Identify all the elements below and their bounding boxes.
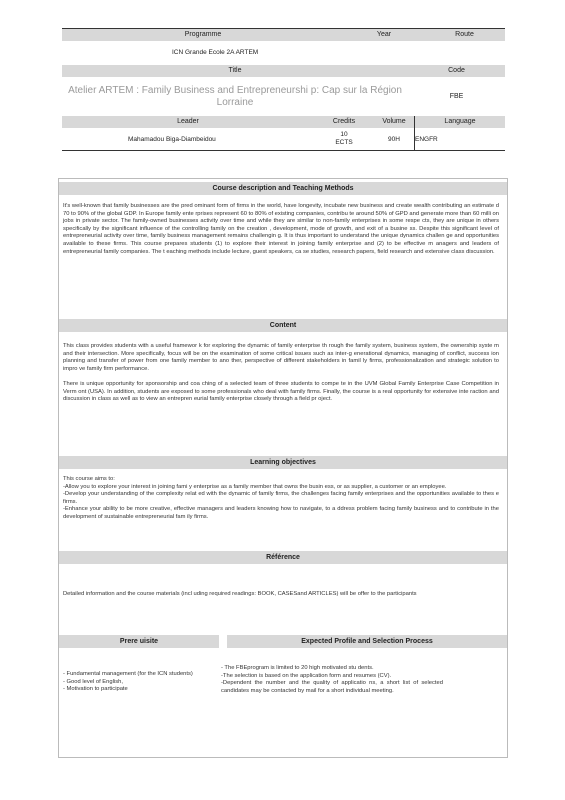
volume-value: 90H: [388, 135, 400, 143]
description-heading: Course description and Teaching Methods: [59, 182, 507, 195]
leader-header-row: [62, 116, 505, 128]
profile-text: - The FBEprogram is limited to 20 high motivated stu dents. -The selection is based on the application form and resumes (CV). -Dependent the number and the quality of applicatio ns, a short list of selected candidates may be contacted by mail for a short individual meeting.: [221, 665, 443, 694]
programme-value: ICN Grande Ecole 2A ARTEM: [172, 49, 259, 56]
language-value: ENGFR: [414, 128, 505, 150]
prerequisite-text: - Fundamental management (for the ICN students) - Good level of English, - Motivation to participate: [63, 671, 193, 693]
profile-heading: Expected Profile and Selection Process: [227, 635, 507, 648]
volume-label: Volume: [382, 118, 406, 125]
code-label: Code: [448, 67, 465, 74]
leader-row: [62, 128, 505, 150]
leader-label: Leader: [177, 118, 199, 125]
leader-value: Mahamadou Biga-Diambeidou: [128, 135, 216, 143]
content-heading: Content: [59, 319, 507, 332]
course-code: FBE: [449, 93, 464, 100]
content-text: This class provides students with a useful framewor k for exploring the dynamic of family enterprise th rough the family system, business system, the ownership syste m and their intersection. More specifically, focus will be on the examination of some critical issues such as inter-g enerational dynamics, managing of conflict, success ion planning and transfer of power from one family member to ano ther, perspective of different stakeholders in famil ly firms, professionalization and strategic solution to impro ve family firm performance. There is unique opportunity for sponsorship and coa ching of a selected team of three students to compe te in the UVM Global Family Enterprise Case Competition in Verm ont (USA). In addition, students are exposed to some professionals who deal with family firms. Finally, the course is a real opportunity for extensive inte raction and discussion in class as well as to view an entrepren eurial family enterprise closely through a field pr oject.: [63, 343, 499, 403]
title-header-row: [62, 65, 505, 77]
course-details-box: [58, 178, 508, 758]
year-label: Year: [376, 31, 392, 38]
description-text: It's well-known that family businesses are the pred ominant form of firms in the world, have longevity, incubate new business and create wealth contributing an estimate d 70 to 90% of the global GDP. In Europe family ente rprises represent 60 to 80% of existing companies, contribu te around 50% of GPD and generate more than 60 milli on jobs in private sector. The family-owned businesses activity over time and while they are similar to non-family enterprises in some respe cts, they are unique in others specifically by the significant influence of the controlling family on the creation , development, mode of growth, and exit of a busine ss. Despite this significant level of entrepreneurial activity over time, family business management remains challengin g. It is thus important to understand the unique dynamics challen ge and opportunities available to these firms. This course prepares students (1) to explore their interest in joining family enterprise and (2) to be effective m anagers and leaders of entrepreneurial family companies. The t eaching methods include lecture, guest speakers, ca se studies, research papers, field research and extensive class discussion.: [63, 203, 499, 255]
reference-text: Detailed information and the course materials (incl uding required readings: BOOK, CASESand ARTICLES) will be offer to the participants: [63, 591, 417, 597]
course-header-table: [62, 28, 505, 151]
route-label: Route: [455, 31, 474, 38]
credits-value: [314, 128, 374, 150]
title-row: [62, 77, 505, 116]
reference-heading: Référence: [59, 551, 507, 564]
prerequisite-heading: Prere uisite: [59, 635, 219, 648]
objectives-heading: Learning objectives: [59, 456, 507, 469]
language-label: Language: [414, 116, 505, 128]
objectives-text: This course aims to: -Allow you to explore your interest in joining fami y enterprise as a family member that owns the busin ess, or as supplier, a customer or an employee. -Develop your understanding of the complexity relat ed with the dynamic of family firms, the challenges facing family enterprises and the opportunities available to thes e firms. -Enhance your ability to be more creative, effective managers and leaders knowing how to navigate, to a ddress problem facing family business and to contribute in the development of sustainable entrepreneurial fam ily firms.: [63, 476, 499, 520]
credits-text: 10 ECTS: [335, 131, 353, 146]
title-label: Title: [228, 67, 242, 74]
course-title: Atelier ARTEM : Family Business and Entrepreneurshi p: Cap sur la Région Lorraine: [68, 84, 402, 108]
programme-header-row: [62, 29, 505, 41]
programme-label: Programme: [184, 31, 222, 38]
credits-label: Credits: [332, 118, 356, 125]
